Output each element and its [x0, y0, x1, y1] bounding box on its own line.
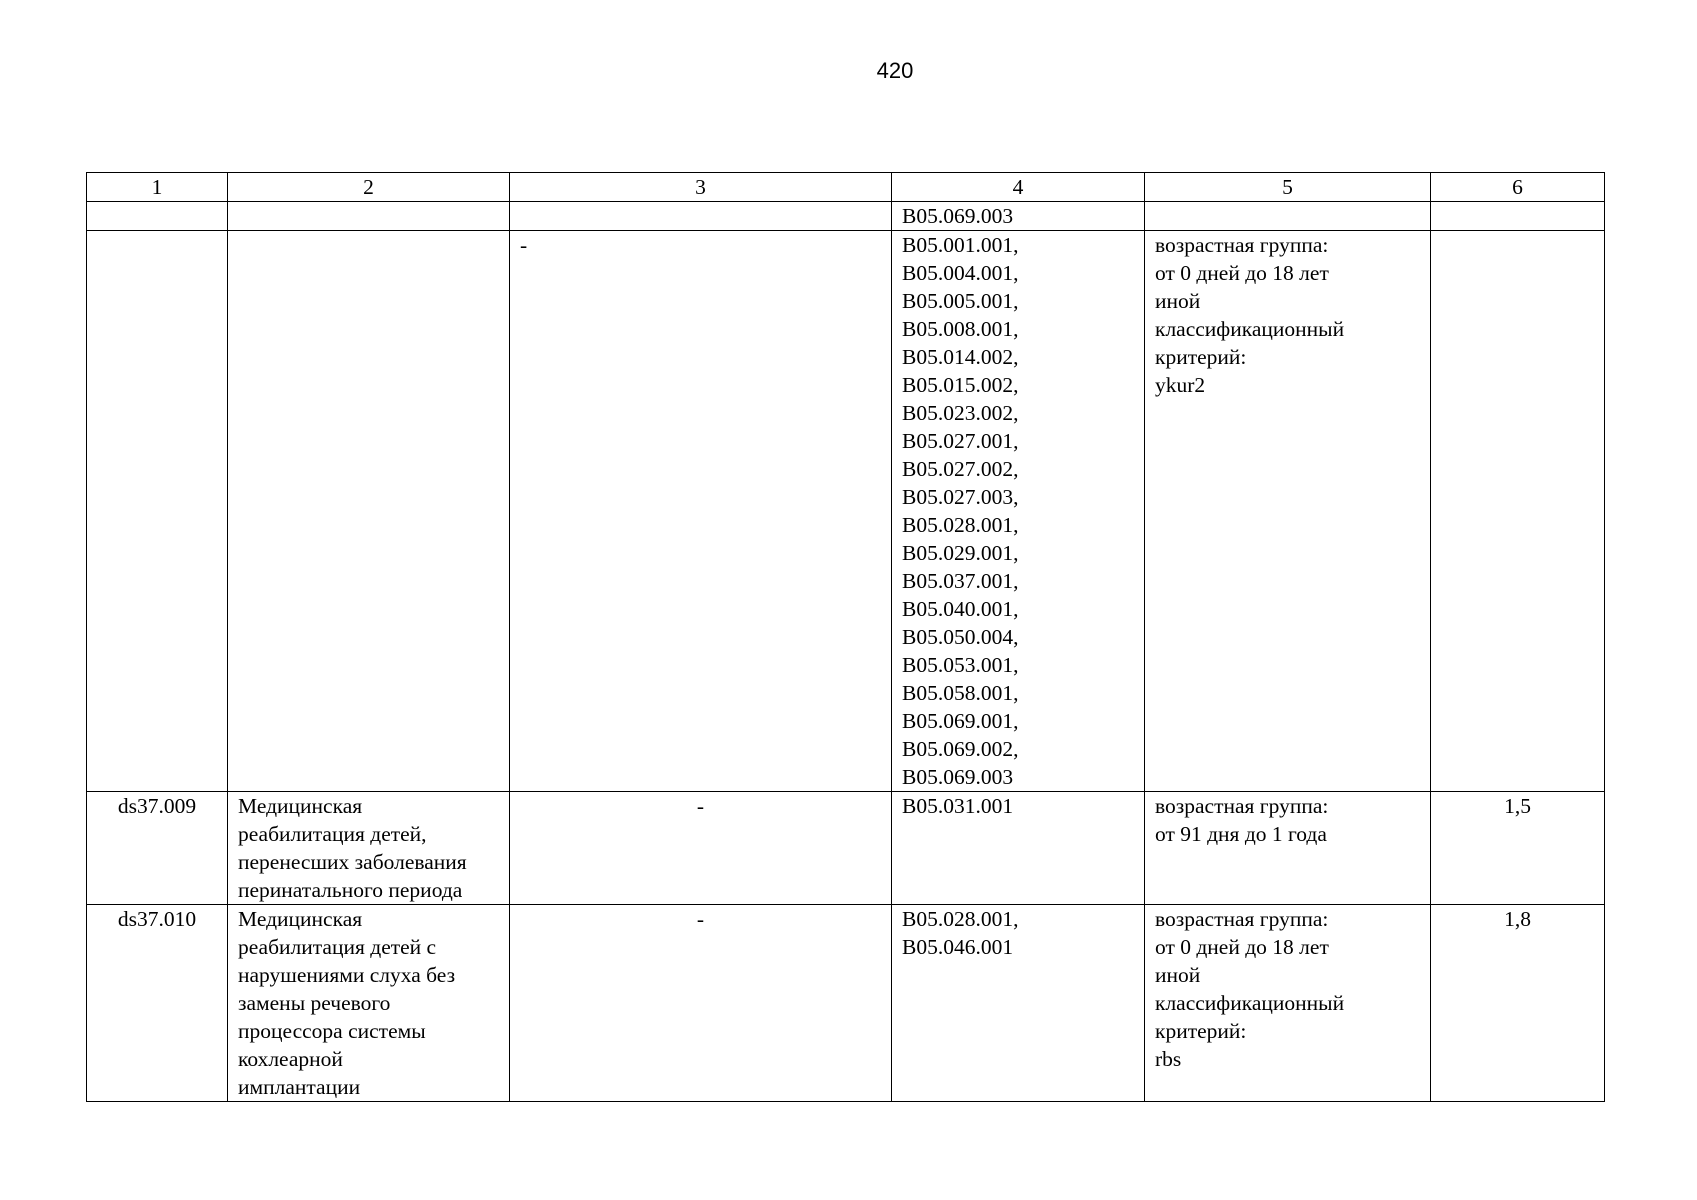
- name-cell: Медицинская реабилитация детей с нарушениями слуха без замены речевого процессора системы кохлеарной имплантации: [228, 905, 510, 1102]
- table-row: [87, 905, 1605, 1102]
- coefficient-cell: 1,5: [1431, 792, 1605, 905]
- code-cell: [87, 202, 228, 231]
- criteria-cell: возрастная группа: от 0 дней до 18 лет иной классификационный критерий: ykur2: [1145, 231, 1431, 792]
- header-cell-3: 3: [510, 173, 892, 202]
- table-row: [87, 202, 1605, 231]
- header-cell-5: 5: [1145, 173, 1431, 202]
- document-table: [86, 172, 1605, 1102]
- header-cell-6: 6: [1431, 173, 1605, 202]
- code-cell: ds37.010: [87, 905, 228, 1102]
- col3-cell: -: [510, 905, 892, 1102]
- criteria-cell: [1145, 202, 1431, 231]
- services-cell: B05.069.003: [892, 202, 1145, 231]
- name-cell: [228, 202, 510, 231]
- name-cell: [228, 231, 510, 792]
- criteria-cell: возрастная группа: от 91 дня до 1 года: [1145, 792, 1431, 905]
- col3-cell: -: [510, 231, 892, 792]
- header-cell-1: 1: [87, 173, 228, 202]
- col3-cell: [510, 202, 892, 231]
- table-row: [87, 792, 1605, 905]
- criteria-cell: возрастная группа: от 0 дней до 18 лет иной классификационный критерий: rbs: [1145, 905, 1431, 1102]
- name-cell: Медицинская реабилитация детей, перенесших заболевания перинатального периода: [228, 792, 510, 905]
- header-cell-2: 2: [228, 173, 510, 202]
- code-cell: [87, 231, 228, 792]
- coefficient-cell: 1,8: [1431, 905, 1605, 1102]
- page-number: 420: [876, 58, 914, 83]
- table-row: [87, 231, 1605, 792]
- header-row: [87, 173, 1605, 202]
- coefficient-cell: [1431, 231, 1605, 792]
- col3-cell: -: [510, 792, 892, 905]
- header-cell-4: 4: [892, 173, 1145, 202]
- coefficient-cell: [1431, 202, 1605, 231]
- services-cell: B05.031.001: [892, 792, 1145, 905]
- services-cell: B05.001.001, B05.004.001, B05.005.001, B05.008.001, B05.014.002, B05.015.002, B05.023.002, B05.027.001, B05.027.002, B05.027.003, B05.028.001, B05.029.001, B05.037.001, B05.040.001, B05.050.004, B05.053.001, B05.058.001, B05.069.001, B05.069.002, B05.069.003: [892, 231, 1145, 792]
- code-cell: ds37.009: [87, 792, 228, 905]
- services-cell: B05.028.001, B05.046.001: [892, 905, 1145, 1102]
